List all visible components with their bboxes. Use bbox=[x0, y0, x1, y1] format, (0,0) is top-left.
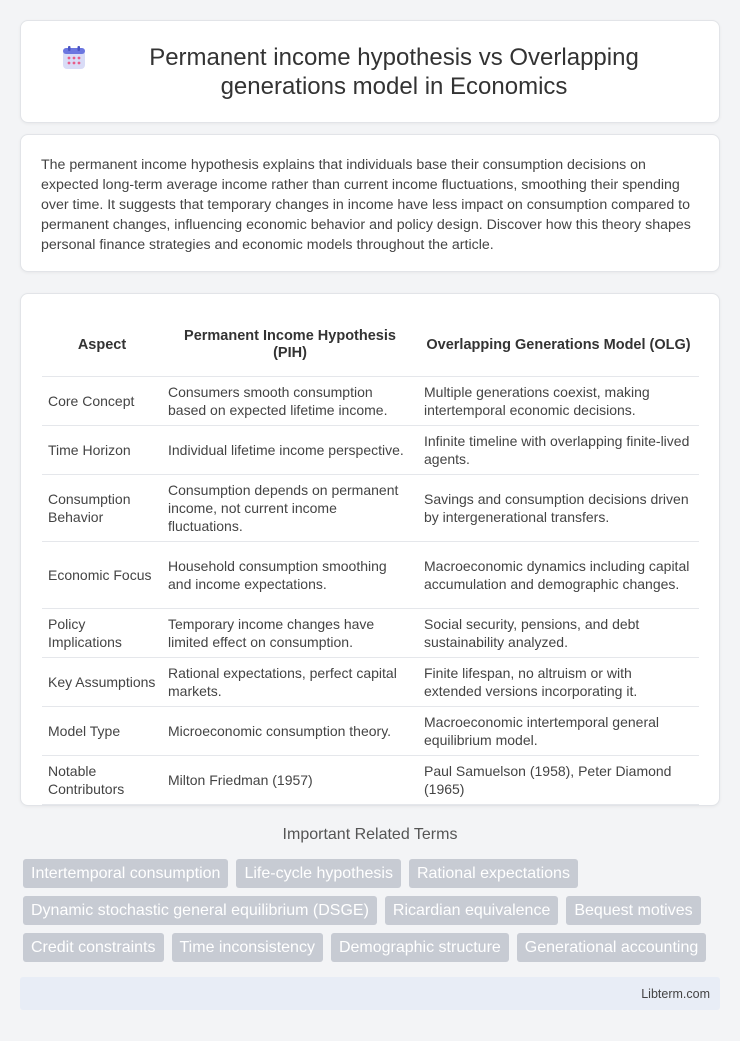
row-olg: Paul Samuelson (1958), Peter Diamond (1965) bbox=[418, 755, 699, 804]
related-term-tag[interactable]: Bequest motives bbox=[566, 896, 700, 925]
table-row bbox=[42, 706, 699, 755]
header-olg: Overlapping Generations Model (OLG) bbox=[418, 314, 699, 376]
row-olg: Multiple generations coexist, making intertemporal economic decisions. bbox=[418, 376, 699, 425]
row-aspect: Economic Focus bbox=[42, 541, 162, 608]
related-term-tag[interactable]: Rational expectations bbox=[409, 859, 578, 888]
row-pih: Household consumption smoothing and income expectations. bbox=[162, 541, 418, 608]
related-term-tag[interactable]: Intertemporal consumption bbox=[23, 859, 228, 888]
header-aspect: Aspect bbox=[42, 314, 162, 376]
related-term-tag[interactable]: Credit constraints bbox=[23, 933, 164, 962]
table-row bbox=[42, 657, 699, 706]
row-aspect: Policy Implications bbox=[42, 608, 162, 657]
related-term-tag[interactable]: Life-cycle hypothesis bbox=[236, 859, 401, 888]
related-term-tag[interactable]: Demographic structure bbox=[331, 933, 509, 962]
row-pih: Consumption depends on permanent income, not current income fluctuations. bbox=[162, 474, 418, 541]
related-term-tag[interactable]: Dynamic stochastic general equilibrium (DSGE) bbox=[23, 896, 377, 925]
row-olg: Social security, pensions, and debt sustainability analyzed. bbox=[418, 608, 699, 657]
comparison-card bbox=[20, 293, 720, 806]
row-olg: Savings and consumption decisions driven by intergenerational transfers. bbox=[418, 474, 699, 541]
table-header-row bbox=[42, 314, 699, 376]
table-row bbox=[42, 541, 699, 608]
related-terms-list bbox=[23, 859, 723, 962]
page-title: Permanent income hypothesis vs Overlapping generations model in Economics bbox=[149, 43, 639, 100]
calendar-icon bbox=[61, 45, 87, 71]
row-aspect: Time Horizon bbox=[42, 425, 162, 474]
title-card bbox=[20, 20, 720, 123]
footer bbox=[20, 977, 720, 1010]
table-row bbox=[42, 376, 699, 425]
table-row bbox=[42, 608, 699, 657]
row-pih: Individual lifetime income perspective. bbox=[162, 425, 418, 474]
row-aspect: Consumption Behavior bbox=[42, 474, 162, 541]
intro-paragraph: The permanent income hypothesis explains that individuals base their consumption decisions on expected long-term average income rather than current income fluctuations, smoothing their spending over time. It suggests that temporary changes in income have less impact on consumption compared to permanent changes, influencing economic behavior and policy design. Discover how this theory shapes personal finance strategies and economic models throughout the article. bbox=[41, 157, 691, 253]
row-aspect: Model Type bbox=[42, 706, 162, 755]
row-olg: Finite lifespan, no altruism or with extended versions incorporating it. bbox=[418, 657, 699, 706]
header-pih: Permanent Income Hypothesis (PIH) bbox=[162, 314, 418, 376]
related-term-tag[interactable]: Ricardian equivalence bbox=[385, 896, 558, 925]
row-olg: Macroeconomic intertemporal general equilibrium model. bbox=[418, 706, 699, 755]
row-pih: Microeconomic consumption theory. bbox=[162, 706, 418, 755]
row-pih: Rational expectations, perfect capital markets. bbox=[162, 657, 418, 706]
row-aspect: Notable Contributors bbox=[42, 755, 162, 804]
intro-card bbox=[20, 134, 720, 272]
row-olg: Macroeconomic dynamics including capital accumulation and demographic changes. bbox=[418, 541, 699, 608]
table-row bbox=[42, 474, 699, 541]
related-term-tag[interactable]: Time inconsistency bbox=[172, 933, 323, 962]
table-row bbox=[42, 755, 699, 804]
related-term-tag[interactable]: Generational accounting bbox=[517, 933, 706, 962]
footer-site-link[interactable]: Libterm.com bbox=[641, 986, 710, 1001]
row-pih: Temporary income changes have limited effect on consumption. bbox=[162, 608, 418, 657]
comparison-table bbox=[42, 314, 699, 805]
row-aspect: Key Assumptions bbox=[42, 657, 162, 706]
row-olg: Infinite timeline with overlapping finite-lived agents. bbox=[418, 425, 699, 474]
table-row bbox=[42, 425, 699, 474]
related-terms-title: Important Related Terms bbox=[282, 826, 458, 843]
row-pih: Milton Friedman (1957) bbox=[162, 755, 418, 804]
row-pih: Consumers smooth consumption based on expected lifetime income. bbox=[162, 376, 418, 425]
row-aspect: Core Concept bbox=[42, 376, 162, 425]
